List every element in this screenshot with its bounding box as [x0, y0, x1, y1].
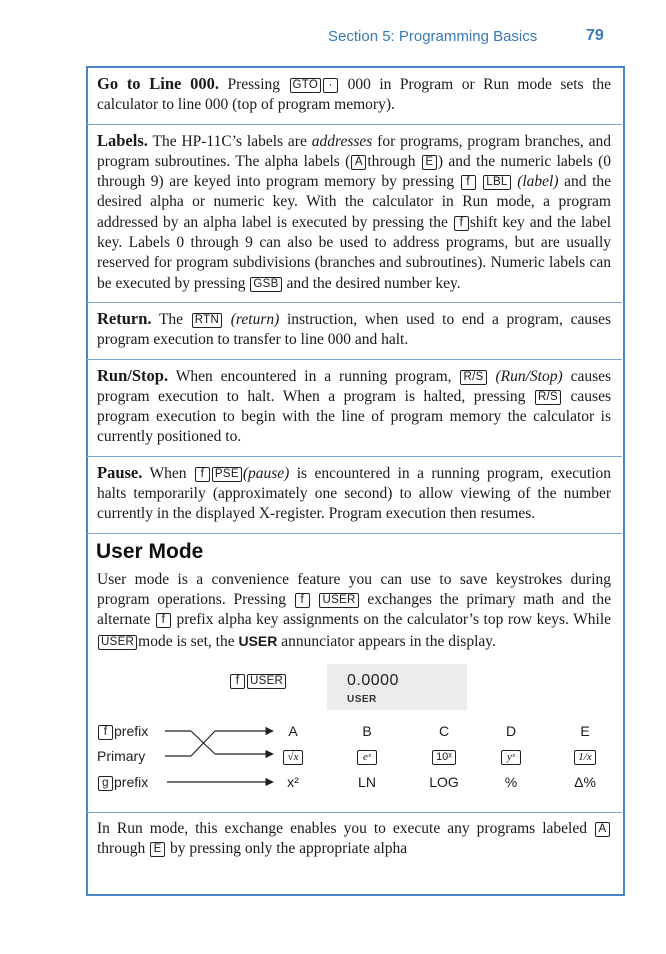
f-key: f: [98, 725, 113, 740]
rs-key: R/S: [460, 370, 486, 385]
key-label: 10ˣ: [432, 750, 456, 765]
user-mode-diagram: [97, 662, 611, 812]
key-label: 1/x: [574, 750, 595, 765]
text: In Run mode, this exchange enables you to execute any programs labeled: [97, 819, 587, 837]
addresses-italic: addresses: [311, 132, 373, 150]
text: through: [367, 152, 416, 170]
10x-key: [414, 747, 474, 765]
ln-label: LN: [358, 773, 376, 790]
pause-italic: (pause): [242, 464, 290, 482]
labels-paragraph: [97, 131, 611, 294]
user-key: USER: [247, 674, 286, 689]
text: exchanges the primary math and the alternate: [97, 590, 611, 629]
delta-percent-label: Δ%: [574, 773, 596, 790]
pse-key: PSE: [212, 467, 242, 482]
f-key: f: [454, 216, 469, 231]
text: causes program execution to halt. When a program is halted, pressing: [97, 367, 612, 405]
page-number: 79: [586, 27, 604, 44]
text: User mode is a convenience feature you can use to save keystrokes during program operations. Pressing: [97, 570, 611, 608]
text: instruction, when used to end a program, causes program execution to transfer to line 000 and halt.: [97, 310, 612, 349]
decimal-key: ·: [323, 78, 338, 93]
run-stop-term: Run/Stop.: [97, 365, 169, 385]
text: prefix alpha key assignments on the calculator’s top row keys. While: [176, 611, 612, 629]
yx-key: [481, 747, 541, 765]
pause-term: Pause.: [97, 462, 143, 482]
return-paragraph: [97, 309, 611, 351]
text: The: [158, 310, 184, 328]
f-key: f: [230, 674, 245, 689]
divider: [86, 456, 622, 457]
text: is encountered in a running program, execution halts temporarily (approximately one second) to allow viewing of the number currently in the displayed X-register. Program execution then resumes.: [97, 464, 612, 523]
user-mode-heading: User Mode: [96, 539, 204, 563]
text: and the desired number key.: [286, 274, 461, 292]
reciprocal-key: [555, 747, 615, 765]
divider: [86, 533, 622, 534]
key-label: eˣ: [357, 750, 377, 765]
x-squared-label: x²: [287, 773, 299, 790]
col-c-label: C: [438, 722, 450, 739]
e-key: E: [150, 842, 165, 857]
a-key: A: [351, 155, 366, 170]
percent-label: %: [504, 773, 518, 790]
user-key: USER: [319, 593, 358, 608]
col-a-label: A: [288, 722, 298, 739]
pause-paragraph: [97, 463, 611, 525]
text: and the desired alpha or numeric key. With the calculator in Run mode, a program addressed by an alpha label is executed by pressing the: [97, 173, 611, 231]
rtn-key: RTN: [192, 313, 222, 328]
log-label: LOG: [429, 773, 459, 790]
f-key: f: [156, 613, 171, 628]
return-italic: (return): [230, 310, 280, 328]
closing-paragraph: [97, 819, 611, 860]
divider: [86, 359, 622, 360]
divider: [86, 812, 622, 813]
run-stop-paragraph: [97, 366, 611, 448]
text: 000 in Program or Run mode sets the calculator to line 000 (top of program memory).: [97, 76, 612, 114]
ex-key: [337, 747, 397, 765]
g-key: g: [98, 776, 113, 791]
page-header: [0, 26, 666, 50]
text: by pressing only the appropriate alpha: [169, 840, 408, 858]
text: shift key and the label key. Labels 0 through 9 can also be used to address programs, but are usually reserved for program subdivisions (branches and subroutines). Numeric labels can be executed by pressing: [97, 213, 612, 292]
key-label: yˣ: [501, 750, 521, 765]
goto-line-paragraph: [97, 74, 611, 116]
content: [97, 70, 611, 859]
e-key: E: [422, 155, 437, 170]
gto-key: GTO: [290, 78, 322, 93]
primary-label: Primary: [97, 747, 146, 764]
text: ) and the numeric labels (0 through 9) are keyed into program memory by pressing: [97, 152, 612, 191]
label-italic: (label): [517, 173, 559, 191]
sqrt-key: [263, 747, 323, 765]
user-key: USER: [98, 635, 137, 650]
user-annunciator: USER: [347, 693, 377, 705]
text: prefix: [114, 773, 149, 790]
key-label: √x: [283, 750, 303, 765]
f-key: f: [195, 467, 210, 482]
text: through: [97, 840, 146, 858]
f-key: f: [295, 593, 310, 608]
section-title: Section 5: Programming Basics: [328, 28, 538, 45]
labels-term: Labels.: [97, 130, 148, 150]
a-key: A: [595, 822, 610, 837]
col-e-label: E: [580, 722, 590, 739]
rs-key: R/S: [535, 390, 561, 405]
text: When: [149, 464, 187, 482]
f-key: f: [461, 175, 476, 190]
divider: [86, 124, 622, 125]
text: annunciator appears in the display.: [281, 632, 496, 650]
lbl-key: LBL: [483, 175, 510, 190]
text: mode is set, the: [138, 632, 235, 650]
user-mode-paragraph: [97, 570, 611, 652]
display-value: 0.0000: [347, 671, 399, 689]
return-term: Return.: [97, 308, 152, 328]
col-d-label: D: [505, 722, 517, 739]
goto-line-term: Go to Line 000.: [97, 74, 219, 93]
user-annunciator-word: USER: [238, 632, 278, 649]
text: When encountered in a running program,: [175, 367, 452, 385]
col-b-label: B: [362, 722, 372, 739]
run-stop-italic: (Run/Stop): [495, 367, 563, 385]
text: prefix: [114, 722, 149, 739]
text: Pressing: [227, 76, 281, 93]
text: The HP-11C’s labels are: [152, 132, 307, 150]
text: causes program execution to begin with the line of program memory the calculator is currently positioned to.: [97, 387, 611, 446]
gsb-key: GSB: [250, 277, 281, 292]
divider: [86, 302, 622, 303]
text: for programs, program branches, and program subroutines. The alpha labels (: [97, 132, 611, 170]
